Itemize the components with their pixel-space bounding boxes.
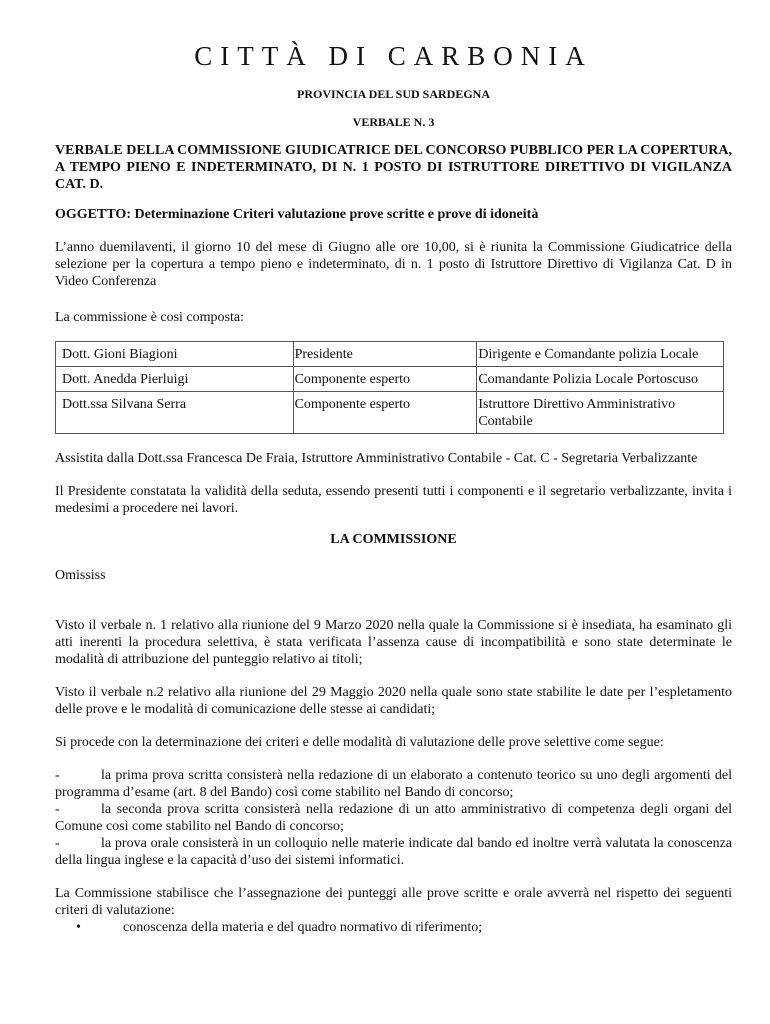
composition-intro: La commissione è cosi composta:	[55, 310, 244, 325]
table-row	[56, 342, 724, 367]
member-position: Dirigente e Comandante polizia Locale	[477, 342, 724, 367]
document-page	[55, 0, 732, 936]
list-item	[55, 801, 732, 835]
document-heading: VERBALE DELLA COMMISSIONE GIUDICATRICE DEL CONCORSO PUBBLICO PER LA COPERTURA, A TEMPO PIENO E INDETERMINATO, DI N. 1 POSTO DI ISTRUTTORE DIRETTIVO DI VIGILANZA CAT. D.	[55, 143, 732, 192]
list-dash: -	[55, 768, 60, 783]
bullet-icon: •	[76, 920, 81, 935]
list-dash: -	[55, 802, 60, 817]
list-item-text: la prova orale consisterà in un colloquio nelle materie indicate dal bando ed inoltre verrà valutata la conoscenza della lingua inglese e la capacità d’uso dei sistemi informatici.	[55, 836, 732, 868]
commission-members-table	[55, 341, 724, 434]
member-role: Presidente	[293, 342, 477, 367]
table-row	[56, 392, 724, 434]
commission-heading: LA COMMISSIONE	[330, 532, 457, 547]
table-row	[56, 367, 724, 392]
visto-paragraph-2: Visto il verbale n.2 relativo alla riunione del 29 Maggio 2020 nella quale sono state stabilite le date per l’espletamento delle prove e le modalità di comunicazione delle stesse ai candidati;	[55, 685, 732, 717]
list-item-text: conoscenza della materia e del quadro normativo di riferimento;	[123, 920, 483, 935]
member-name: Dott. Gioni Biagioni	[56, 342, 294, 367]
procedure-intro: Si procede con la determinazione dei criteri e delle modalità di valutazione delle prove selettive come segue:	[55, 735, 664, 750]
list-item	[55, 767, 732, 801]
intro-paragraph: L’anno duemilaventi, il giorno 10 del mese di Giugno alle ore 10,00, si è riunita la Commissione Giudicatrice della selezione per la copertura a tempo pieno e indeterminato, di n. 1 posto di Istruttore Direttivo di Vigilanza Cat. D in Video Conferenza	[55, 240, 732, 289]
list-item-text: la prima prova scritta consisterà nella redazione di un elaborato a contenuto teorico su uno degli argomenti del programma d’esame (art. 8 del Bando) così come stabilito nel Bando di concorso;	[55, 768, 732, 800]
criteria-intro: La Commissione stabilisce che l’assegnazione dei punteggi alle prove scritte e orale avverrà nel rispetto dei seguenti criteri di valutazione:	[55, 886, 732, 918]
member-role: Componente esperto	[293, 392, 477, 434]
list-dash: -	[55, 836, 60, 851]
list-item	[55, 835, 732, 869]
list-item	[55, 919, 732, 936]
city-title: CITTÀ DI CARBONIA	[194, 41, 593, 71]
member-position: Comandante Polizia Locale Portoscuso	[477, 367, 724, 392]
subject-line: OGGETTO: Determinazione Criteri valutazione prove scritte e prove di idoneità	[55, 207, 539, 222]
criteria-list	[55, 919, 732, 936]
member-name: Dott. Anedda Pierluigi	[56, 367, 294, 392]
member-position: Istruttore Direttivo Amministrativo Contabile	[477, 392, 724, 434]
tests-list	[55, 767, 732, 869]
assisted-by-paragraph: Assistita dalla Dott.ssa Francesca De Fraia, Istruttore Amministrativo Contabile - Cat. C - Segretaria Verbalizzante	[55, 451, 698, 466]
omissis-text: Omississ	[55, 568, 106, 583]
verbale-number: VERBALE N. 3	[352, 115, 435, 129]
visto-paragraph-1: Visto il verbale n. 1 relativo alla riunione del 9 Marzo 2020 nella quale la Commissione si è insediata, ha esaminato gli atti inerenti la procedura selettiva, è stata verificata l’assenza cause di incompatibilità e sono state determinate le modalità di attribuzione del punteggio relativo ai titoli;	[55, 618, 732, 667]
province-label: PROVINCIA DEL SUD SARDEGNA	[296, 87, 491, 101]
president-statement: Il Presidente constatata la validità della seduta, essendo presenti tutti i componenti e il segretario verbalizzante, invita i medesimi a procedere nei lavori.	[55, 484, 732, 516]
list-item-text: la seconda prova scritta consisterà nella redazione di un atto amministrativo di competenza degli organi del Comune così come stabilito nel Bando di concorso;	[55, 802, 732, 834]
member-name: Dott.ssa Silvana Serra	[56, 392, 294, 434]
member-role: Componente esperto	[293, 367, 477, 392]
